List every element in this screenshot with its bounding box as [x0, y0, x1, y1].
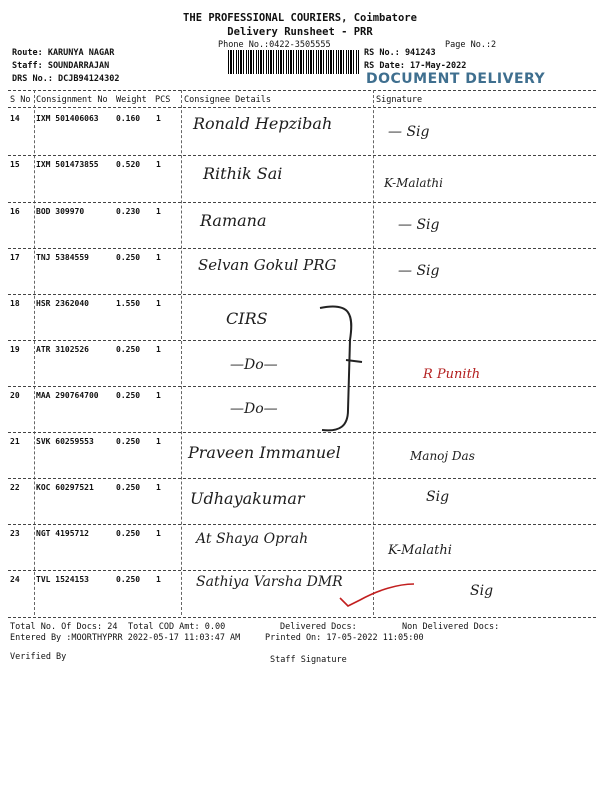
printed-on: Printed On: 17-05-2022 11:05:00: [265, 633, 424, 643]
page-number: Page No.:2: [445, 40, 497, 50]
rs-number: RS No.: 941243: [364, 48, 436, 58]
row-pcs: 1: [156, 575, 161, 584]
row-divider: [8, 248, 596, 249]
row-consignee: Selvan Gokul PRG: [198, 256, 337, 274]
row-signature: R Punith: [423, 367, 481, 382]
row-signature: Sig: [470, 583, 494, 599]
table-row: [8, 343, 596, 387]
row-pcs: 1: [156, 299, 161, 308]
row-signature: K-Malathi: [388, 543, 452, 558]
row-sno: 18: [10, 299, 20, 308]
row-consignment: TVL 1524153: [36, 575, 89, 584]
row-sno: 16: [10, 207, 20, 216]
row-sno: 14: [10, 114, 20, 123]
row-divider: [8, 570, 596, 571]
row-divider: [8, 340, 596, 341]
col-sno: S No: [10, 95, 31, 105]
row-weight: 0.250: [116, 345, 141, 354]
row-consignee: At Shaya Oprah: [196, 531, 309, 547]
table-row: [8, 158, 596, 202]
row-weight: 0.250: [116, 575, 141, 584]
table-row: [8, 205, 596, 249]
phone-number: Phone No.:0422-3505555: [218, 40, 331, 50]
row-consignee: Ramana: [200, 211, 267, 230]
table-row: [8, 435, 596, 479]
row-sno: 23: [10, 529, 20, 538]
row-consignment: ATR 3102526: [36, 345, 89, 354]
table-row: [8, 527, 596, 571]
row-pcs: 1: [156, 114, 161, 123]
document-delivery-stamp: DOCUMENT DELIVERY: [366, 71, 546, 87]
row-pcs: 1: [156, 253, 161, 262]
row-consignee: —Do—: [230, 357, 278, 373]
row-sno: 20: [10, 391, 20, 400]
row-sno: 21: [10, 437, 20, 446]
row-pcs: 1: [156, 207, 161, 216]
row-divider: [8, 294, 596, 295]
row-divider: [8, 202, 596, 203]
table-row: [8, 251, 596, 295]
row-consignee: Praveen Immanuel: [188, 443, 341, 462]
row-sno: 22: [10, 483, 20, 492]
row-signature: K-Malathi: [384, 176, 443, 190]
row-weight: 0.160: [116, 114, 141, 123]
row-divider: [8, 155, 596, 156]
row-consignment: TNJ 5384559: [36, 253, 89, 262]
row-weight: 0.250: [116, 391, 141, 400]
row-sno: 15: [10, 160, 20, 169]
rs-date: RS Date: 17-May-2022: [364, 61, 467, 71]
row-consignee: Rithik Sai: [203, 164, 283, 183]
row-pcs: 1: [156, 529, 161, 538]
row-divider: [8, 478, 596, 479]
row-pcs: 1: [156, 391, 161, 400]
row-sno: 24: [10, 575, 20, 584]
table-bottom-rule: [8, 617, 596, 618]
verified-by: Verified By: [10, 652, 67, 662]
row-consignee: CIRS: [226, 309, 268, 328]
row-divider: [8, 524, 596, 525]
row-consignment: HSR 2362040: [36, 299, 89, 308]
row-weight: 0.250: [116, 437, 141, 446]
row-consignment: IXM 501406063: [36, 114, 99, 123]
total-docs: Total No. Of Docs: 24: [10, 622, 118, 632]
row-signature: — Sig: [388, 124, 430, 140]
row-pcs: 1: [156, 345, 161, 354]
non-delivered-docs: Non Delivered Docs:: [402, 622, 500, 632]
row-pcs: 1: [156, 437, 161, 446]
table-row: [8, 389, 596, 433]
staff-signature-label: Staff Signature: [270, 655, 347, 665]
staff-label: Staff: SOUNDARRAJAN: [12, 61, 110, 71]
row-sno: 19: [10, 345, 20, 354]
delivered-docs: Delivered Docs:: [280, 622, 357, 632]
entered-by: Entered By :MOORTHYPRR 2022-05-17 11:03:47 AM: [10, 633, 241, 643]
row-pcs: 1: [156, 483, 161, 492]
row-signature: Sig: [426, 489, 450, 505]
row-weight: 1.550: [116, 299, 141, 308]
row-signature: Manoj Das: [410, 449, 475, 463]
col-weight: Weight: [116, 95, 147, 105]
row-consignee: Sathiya Varsha DMR: [196, 574, 343, 590]
row-weight: 0.520: [116, 160, 141, 169]
table-row: [8, 297, 596, 341]
total-cod-amount: Total COD Amt: 0.00: [128, 622, 226, 632]
col-pcs: PCS: [155, 95, 171, 105]
row-divider: [8, 432, 596, 433]
row-divider: [8, 386, 596, 387]
drs-number: DRS No.: DCJB94124302: [12, 74, 120, 84]
col-consignment: Consignment No: [36, 95, 108, 105]
table-row: [8, 112, 596, 156]
route-label: Route: KARUNYA NAGAR: [12, 48, 115, 58]
row-consignment: KOC 60297521: [36, 483, 94, 492]
barcode: [228, 50, 360, 74]
bracket-mark: [310, 300, 370, 440]
col-signature: Signature: [376, 95, 423, 105]
row-signature: — Sig: [398, 217, 440, 233]
row-consignee: Ronald Hepzibah: [193, 114, 333, 133]
row-consignee: —Do—: [230, 401, 278, 417]
col-consignee: Consignee Details: [184, 95, 271, 105]
row-consignment: MAA 290764700: [36, 391, 99, 400]
table-row: [8, 573, 596, 617]
row-weight: 0.250: [116, 483, 141, 492]
row-signature: — Sig: [398, 263, 440, 279]
row-consignment: BOD 309970: [36, 207, 85, 216]
row-consignment: IXM 501473855: [36, 160, 99, 169]
row-consignee: Udhayakumar: [190, 489, 305, 508]
document-subtitle: Delivery Runsheet - PRR: [227, 26, 373, 38]
header-top-rule: [8, 90, 596, 91]
row-weight: 0.230: [116, 207, 141, 216]
row-sno: 17: [10, 253, 20, 262]
row-consignment: SVK 60259553: [36, 437, 94, 446]
red-pen-mark: [338, 580, 418, 614]
table-row: [8, 481, 596, 525]
row-consignment: NGT 4195712: [36, 529, 89, 538]
row-weight: 0.250: [116, 529, 141, 538]
document-title: THE PROFESSIONAL COURIERS, Coimbatore: [183, 12, 417, 24]
row-weight: 0.250: [116, 253, 141, 262]
row-pcs: 1: [156, 160, 161, 169]
header-bottom-rule: [8, 107, 596, 108]
